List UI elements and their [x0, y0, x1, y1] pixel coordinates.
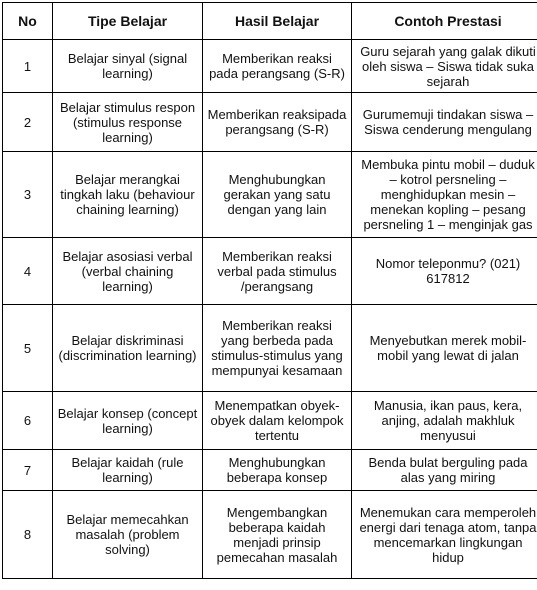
- cell-tipe: Belajar merangkai tingkah laku (behaviour chaining learning): [53, 152, 203, 238]
- cell-hasil: Memberikan reaksipada perangsang (S-R): [203, 93, 352, 152]
- cell-no: 7: [3, 450, 53, 491]
- cell-tipe: Belajar diskriminasi (discrimination learning): [53, 305, 203, 392]
- header-no: No: [3, 3, 53, 40]
- table-row: [3, 152, 537, 238]
- cell-contoh: Gurumemuji tindakan siswa – Siswa cenderung mengulang: [352, 93, 537, 152]
- table-row: [3, 392, 537, 450]
- cell-hasil: Memberikan reaksi pada perangsang (S-R): [203, 40, 352, 93]
- cell-contoh: Menemukan cara memperoleh energi dari tenaga atom, tanpa mencemarkan lingkungan hidup: [352, 491, 537, 579]
- header-tipe-belajar: Tipe Belajar: [53, 3, 203, 40]
- cell-no: 4: [3, 238, 53, 305]
- cell-no: 6: [3, 392, 53, 450]
- cell-tipe: Belajar kaidah (rule learning): [53, 450, 203, 491]
- table-header-row: [3, 3, 537, 40]
- cell-contoh: Menyebutkan merek mobil-mobil yang lewat di jalan: [352, 305, 537, 392]
- cell-contoh: Guru sejarah yang galak dikuti oleh siswa – Siswa tidak suka sejarah: [352, 40, 537, 93]
- learning-types-table: [2, 2, 537, 579]
- cell-tipe: Belajar asosiasi verbal (verbal chaining learning): [53, 238, 203, 305]
- cell-hasil: Memberikan reaksi verbal pada stimulus /perangsang: [203, 238, 352, 305]
- cell-contoh: Manusia, ikan paus, kera, anjing, adalah makhluk menyusui: [352, 392, 537, 450]
- table-row: [3, 491, 537, 579]
- cell-no: 3: [3, 152, 53, 238]
- table-row: [3, 238, 537, 305]
- cell-tipe: Belajar sinyal (signal learning): [53, 40, 203, 93]
- cell-no: 8: [3, 491, 53, 579]
- cell-contoh: Membuka pintu mobil – duduk – kotrol persneling – menghidupkan mesin – menekan kopling – pesang persneling 1 – menginjak gas: [352, 152, 537, 238]
- cell-tipe: Belajar memecahkan masalah (problem solving): [53, 491, 203, 579]
- cell-tipe: Belajar konsep (concept learning): [53, 392, 203, 450]
- cell-hasil: Mengembangkan beberapa kaidah menjadi prinsip pemecahan masalah: [203, 491, 352, 579]
- table-row: [3, 93, 537, 152]
- cell-hasil: Memberikan reaksi yang berbeda pada stimulus-stimulus yang mempunyai kesamaan: [203, 305, 352, 392]
- cell-hasil: Menghubungkan beberapa konsep: [203, 450, 352, 491]
- cell-no: 2: [3, 93, 53, 152]
- header-hasil-belajar: Hasil Belajar: [203, 3, 352, 40]
- cell-contoh: Benda bulat berguling pada alas yang miring: [352, 450, 537, 491]
- cell-contoh: Nomor teleponmu? (021) 617812: [352, 238, 537, 305]
- header-contoh-prestasi: Contoh Prestasi: [352, 3, 537, 40]
- cell-no: 5: [3, 305, 53, 392]
- cell-hasil: Menempatkan obyek-obyek dalam kelompok tertentu: [203, 392, 352, 450]
- cell-no: 1: [3, 40, 53, 93]
- table-row: [3, 450, 537, 491]
- cell-hasil: Menghubungkan gerakan yang satu dengan yang lain: [203, 152, 352, 238]
- cell-tipe: Belajar stimulus respon (stimulus response learning): [53, 93, 203, 152]
- table-row: [3, 305, 537, 392]
- table-row: [3, 40, 537, 93]
